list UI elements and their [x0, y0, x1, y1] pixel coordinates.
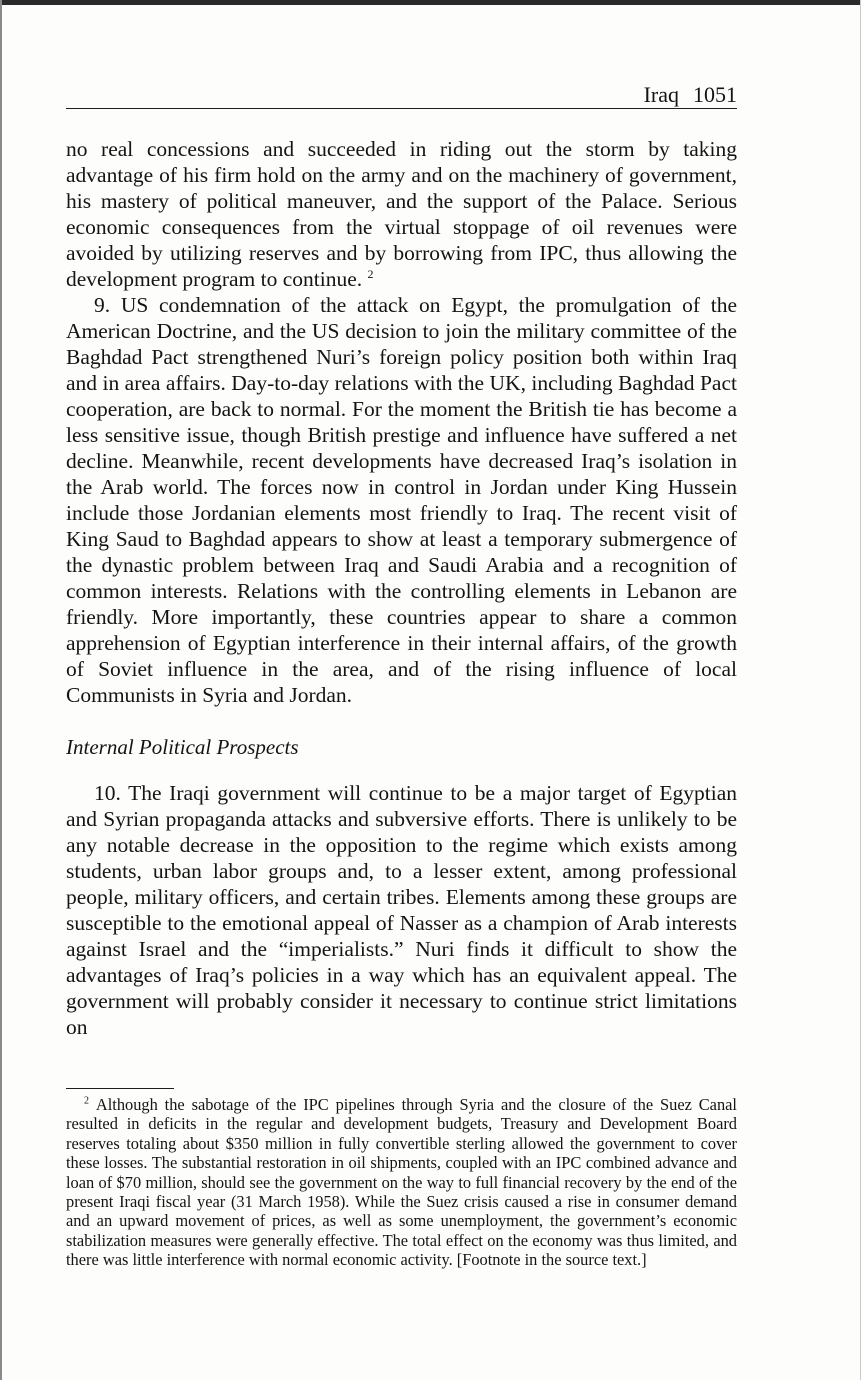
- page-top-edge: [0, 0, 861, 5]
- footnote-number: 2: [84, 1095, 89, 1107]
- paragraph-text: no real concessions and succeeded in riding out the storm by taking advantage of his firm hold on the army and on the machinery of government, his mastery of political maneuver, and the support of the Palace. Serious economic consequences from the virtual stoppage of oil revenues were avoided by utilizing reserves and by borrowing from IPC, thus allowing the development program to continue.: [66, 137, 737, 291]
- footnote-text: Although the sabotage of the IPC pipelines through Syria and the closure of the Suez Canal resulted in deficits in the regular and development budgets, Treasury and Development Board reserves totaling about $350 million in fully convertible sterling allowed the government to cover these losses. The substantial restoration in oil shipments, coupled with an IPC combined advance and loan of $70 million, should see the government on the way to full financial recovery by the end of the present Iraqi fiscal year (31 March 1958). While the Suez crisis caused a rise in consumer demand and an upward movement of prices, as well as some unemployment, the government’s economic stabilization measures were generally effective. The total effect on the economy was thus limited, and there was little interference with normal economic activity. [Footnote in the source text.]: [66, 1095, 737, 1270]
- paragraph-9: 9. US condemnation of the attack on Egypt, the promulgation of the American Doctrine, and the US decision to join the military committee of the Baghdad Pact strengthened Nuri’s foreign policy position both within Iraq and in area affairs. Day-to-day relations with the UK, including Baghdad Pact cooperation, are back to normal. For the moment the British tie has become a less sensitive issue, though British prestige and influence have suffered a net decline. Meanwhile, recent developments have decreased Iraq’s isolation in the Arab world. The forces now in control in Jordan under King Hussein include those Jordanian elements most friendly to Iraq. The recent visit of King Saud to Baghdad appears to show at least a temporary submergence of the dynastic problem between Iraq and Saudi Arabia and a recognition of common interests. Relations with the controlling elements in Lebanon are friendly. More importantly, these countries appear to share a common apprehension of Egyptian interference in their internal affairs, of the growth of Soviet influence in the area, and of the rising influence of local Communists in Syria and Jordan.: [66, 293, 737, 707]
- body-text: [66, 136, 737, 1040]
- page-number: 1051: [693, 82, 737, 107]
- footnote-rule: [66, 1088, 174, 1089]
- running-title: Iraq: [643, 82, 679, 107]
- footnote-reference: 2: [367, 266, 374, 281]
- section-heading: Internal Political Prospects: [66, 735, 299, 759]
- footnote: [66, 1095, 737, 1270]
- paragraph-10: 10. The Iraqi government will continue to be a major target of Egyptian and Syrian propaganda attacks and subversive efforts. There is unlikely to be any notable decrease in the opposition to the regime which exists among students, urban labor groups and, to a lesser extent, among professional people, military officers, and certain tribes. Elements among these groups are susceptible to the emotional appeal of Nasser as a champion of Arab interests against Israel and the “imperialists.” Nuri finds it difficult to show the advantages of Iraq’s policies in a way which has an equivalent appeal. The government will probably consider it necessary to continue strict limitations on: [66, 781, 737, 1039]
- paragraph-continued: [66, 136, 737, 292]
- running-head: [66, 80, 737, 109]
- page-left-edge: [0, 0, 2, 1380]
